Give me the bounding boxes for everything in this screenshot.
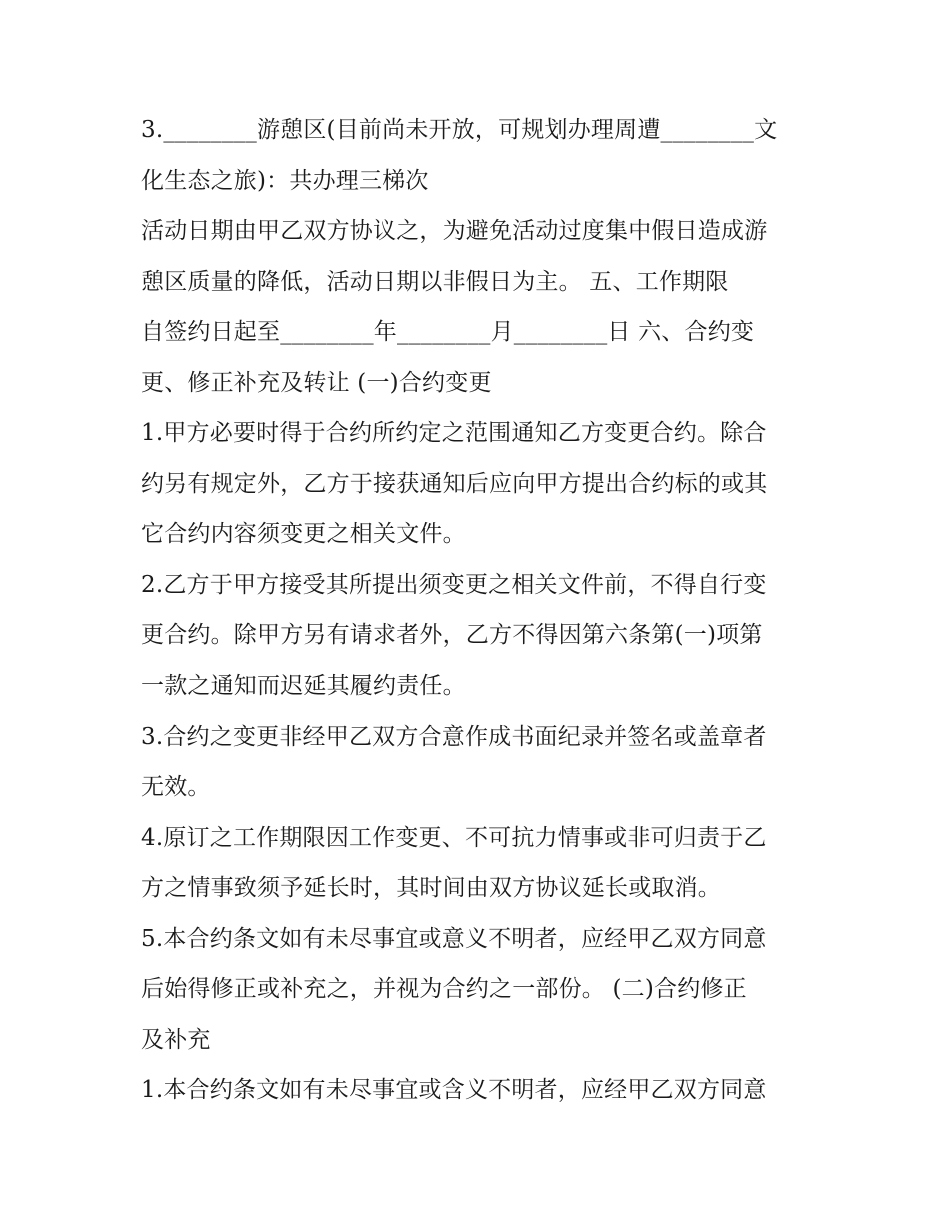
text-line-11: 更合约。除甲方另有请求者外，乙方不得因第六条第(一)项第 [141,622,763,648]
text-line-6: 更、修正补充及转让 (一)合约变更 [141,370,492,396]
text-line-16: 方之情事致须予延长时，其时间由双方协议延长或取消。 [141,875,721,901]
text-line-8: 约另有规定外，乙方于接获通知后应向甲方提出合约标的或其 [141,471,768,497]
text-line-9: 它合约内容须变更之相关文件。 [141,521,466,547]
text-line-3: 活动日期由甲乙双方协议之，为避免活动过度集中假日造成游 [141,218,768,244]
text-line-19: 及补充 [141,1027,211,1053]
text-line-4: 憩区质量的降低，活动日期以非假日为主。 五、工作期限 [141,269,729,295]
text-line-15: 4.原订之工作期限因工作变更、不可抗力情事或非可归责于乙 [141,825,767,851]
text-line-17: 5.本合约条文如有未尽事宜或意义不明者，应经甲乙双方同意 [141,926,767,952]
text-line-20: 1.本合约条文如有未尽事宜或含义不明者，应经甲乙双方同意 [141,1077,767,1103]
text-line-18: 后始得修正或补充之，并视为合约之一部份。 (二)合约修正 [141,976,747,1002]
text-line-5: 自签约日起至________年________月________日 六、合约变 [141,319,755,345]
text-line-2: 化生态之旅)：共办理三梯次 [141,168,429,194]
text-line-14: 无效。 [141,774,211,800]
text-line-1: 3.________游憩区(目前尚未开放，可规划办理周遭________文 [141,117,778,143]
text-line-12: 一款之通知而迟延其履约责任。 [141,673,466,699]
text-line-7: 1.甲方必要时得于合约所约定之范围通知乙方变更合约。除合 [141,420,767,446]
text-line-13: 3.合约之变更非经甲乙双方合意作成书面纪录并签名或盖章者 [141,724,767,750]
text-line-10: 2.乙方于甲方接受其所提出须变更之相关文件前，不得自行变 [141,572,767,598]
